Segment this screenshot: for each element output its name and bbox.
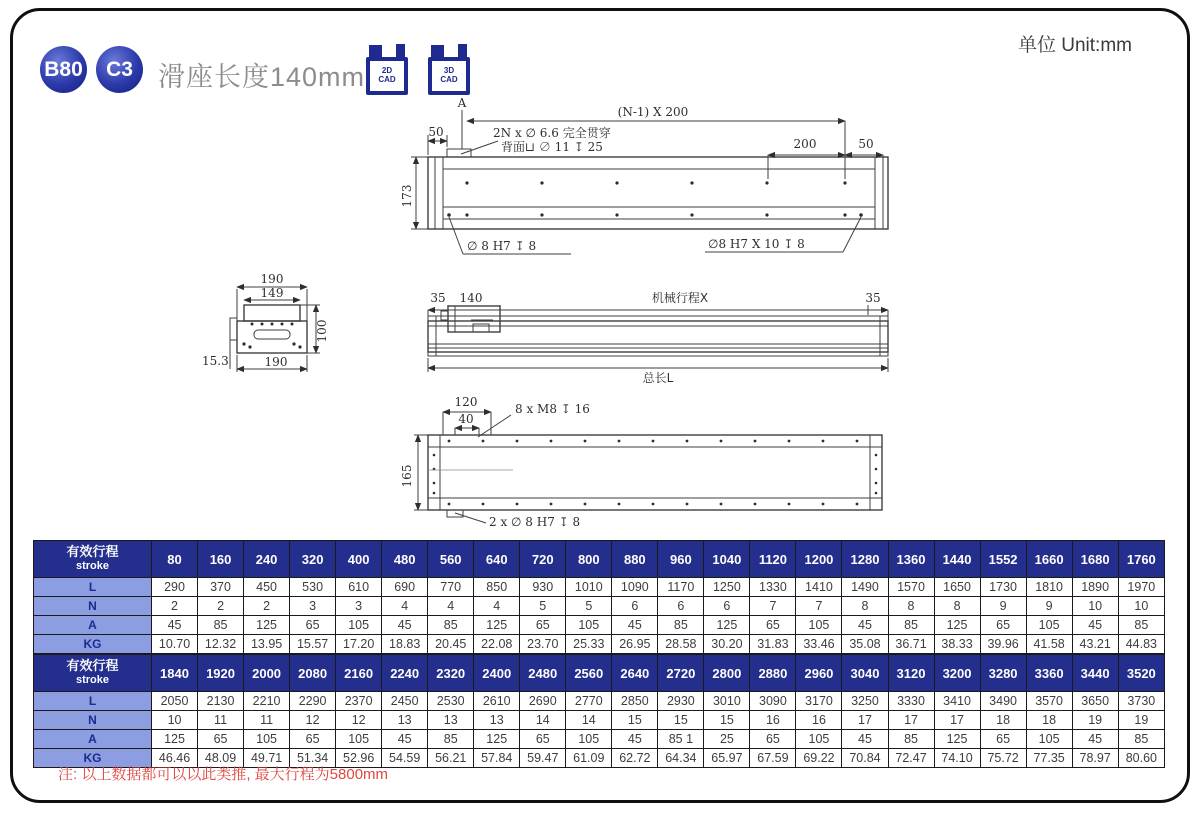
stroke-value-header: 3360 bbox=[1026, 655, 1072, 692]
spec-cell: 35.08 bbox=[842, 635, 888, 654]
row-label-N: N bbox=[34, 597, 152, 616]
spec-cell: 7 bbox=[750, 597, 796, 616]
spec-cell: 77.35 bbox=[1026, 749, 1072, 768]
spec-cell: 62.72 bbox=[612, 749, 658, 768]
spec-cell: 6 bbox=[704, 597, 750, 616]
dim-173: 173 bbox=[400, 184, 414, 208]
stroke-value-header: 160 bbox=[198, 541, 244, 578]
spec-cell: 2 bbox=[198, 597, 244, 616]
spec-cell: 23.70 bbox=[520, 635, 566, 654]
spec-cell: 5 bbox=[520, 597, 566, 616]
spec-cell: 3250 bbox=[842, 692, 888, 711]
spec-cell: 51.34 bbox=[290, 749, 336, 768]
spec-cell: 8 bbox=[888, 597, 934, 616]
stroke-header-cell: 有效行程 stroke bbox=[34, 655, 152, 692]
hole-note-line2: 背面⊔ ∅ 11 ↧ 25 bbox=[501, 140, 603, 154]
spec-cell: 16 bbox=[750, 711, 796, 730]
spec-cell: 10 bbox=[152, 711, 198, 730]
dim-50-right: 50 bbox=[858, 137, 874, 151]
spec-cell: 1330 bbox=[750, 578, 796, 597]
spec-cell: 105 bbox=[244, 730, 290, 749]
spec-cell: 52.96 bbox=[336, 749, 382, 768]
dim-pitch: (N-1) X 200 bbox=[617, 105, 689, 119]
stroke-value-header: 2720 bbox=[658, 655, 704, 692]
spec-cell: 125 bbox=[934, 616, 980, 635]
row-label-A: A bbox=[34, 616, 152, 635]
spec-cell: 45 bbox=[842, 730, 888, 749]
spec-cell: 125 bbox=[474, 616, 520, 635]
spec-cell: 3570 bbox=[1026, 692, 1072, 711]
spec-cell: 18.83 bbox=[382, 635, 428, 654]
spec-cell: 2290 bbox=[290, 692, 336, 711]
stroke-value-header: 3520 bbox=[1118, 655, 1164, 692]
spec-cell: 1490 bbox=[842, 578, 888, 597]
stroke-value-header: 2560 bbox=[566, 655, 612, 692]
spec-cell: 19 bbox=[1118, 711, 1164, 730]
spec-tables bbox=[33, 540, 1165, 768]
dim-35-left: 35 bbox=[430, 291, 446, 305]
stroke-value-header: 1680 bbox=[1072, 541, 1118, 578]
spec-cell: 3 bbox=[336, 597, 382, 616]
spec-cell: 2930 bbox=[658, 692, 704, 711]
spec-cell: 45 bbox=[1072, 730, 1118, 749]
dim-50-left: 50 bbox=[428, 125, 444, 139]
spec-cell: 1650 bbox=[934, 578, 980, 597]
stroke-value-header: 1552 bbox=[980, 541, 1026, 578]
stroke-value-header: 1760 bbox=[1118, 541, 1164, 578]
spec-cell: 4 bbox=[382, 597, 428, 616]
spec-cell: 49.71 bbox=[244, 749, 290, 768]
stroke-value-header: 1840 bbox=[152, 655, 198, 692]
spec-cell: 1570 bbox=[888, 578, 934, 597]
spec-cell: 2690 bbox=[520, 692, 566, 711]
stroke-value-header: 2160 bbox=[336, 655, 382, 692]
spec-cell: 45 bbox=[382, 730, 428, 749]
spec-cell: 75.72 bbox=[980, 749, 1026, 768]
spec-cell: 15 bbox=[704, 711, 750, 730]
unit-label: 单位 Unit:mm bbox=[1017, 35, 1132, 56]
stroke-value-header: 240 bbox=[244, 541, 290, 578]
spec-cell: 1090 bbox=[612, 578, 658, 597]
row-label-KG: KG bbox=[34, 635, 152, 654]
spec-cell: 69.22 bbox=[796, 749, 842, 768]
spec-cell: 11 bbox=[198, 711, 244, 730]
stroke-value-header: 880 bbox=[612, 541, 658, 578]
spec-cell: 85 bbox=[1118, 616, 1164, 635]
spec-cell: 9 bbox=[1026, 597, 1072, 616]
spec-cell: 19 bbox=[1072, 711, 1118, 730]
spec-cell: 370 bbox=[198, 578, 244, 597]
spec-cell: 1010 bbox=[566, 578, 612, 597]
spec-cell: 2 bbox=[152, 597, 198, 616]
spec-cell: 125 bbox=[934, 730, 980, 749]
stroke-value-header: 1920 bbox=[198, 655, 244, 692]
spec-cell: 65 bbox=[520, 730, 566, 749]
stroke-value-header: 1660 bbox=[1026, 541, 1072, 578]
row-label-L: L bbox=[34, 692, 152, 711]
note-text: 注: 以上数据都可以以此类推, 最大行程为5800mm bbox=[58, 766, 389, 783]
spec-cell: 14 bbox=[566, 711, 612, 730]
cad-3d-label: 3D CAD bbox=[428, 57, 470, 95]
spec-cell: 85 bbox=[888, 616, 934, 635]
stroke-value-header: 560 bbox=[428, 541, 474, 578]
spec-cell: 17 bbox=[842, 711, 888, 730]
spec-cell: 85 bbox=[198, 616, 244, 635]
stroke-value-header: 720 bbox=[520, 541, 566, 578]
m8-callout: 8 x M8 ↧ 16 bbox=[515, 402, 590, 416]
stroke-value-header: 3120 bbox=[888, 655, 934, 692]
spec-cell: 3650 bbox=[1072, 692, 1118, 711]
spec-cell: 41.58 bbox=[1026, 635, 1072, 654]
spec-cell: 2 bbox=[244, 597, 290, 616]
spec-cell: 65 bbox=[290, 730, 336, 749]
spec-cell: 6 bbox=[658, 597, 704, 616]
spec-cell: 61.09 bbox=[566, 749, 612, 768]
stroke-value-header: 800 bbox=[566, 541, 612, 578]
stroke-value-header: 80 bbox=[152, 541, 198, 578]
spec-cell: 2770 bbox=[566, 692, 612, 711]
stroke-value-header: 1440 bbox=[934, 541, 980, 578]
dim-100: 100 bbox=[315, 319, 329, 343]
spec-cell: 9 bbox=[980, 597, 1026, 616]
spec-cell: 80.60 bbox=[1118, 749, 1164, 768]
spec-cell: 1970 bbox=[1118, 578, 1164, 597]
spec-cell: 10 bbox=[1118, 597, 1164, 616]
spec-cell: 105 bbox=[796, 730, 842, 749]
stroke-value-header: 1280 bbox=[842, 541, 888, 578]
spec-cell: 1890 bbox=[1072, 578, 1118, 597]
spec-cell: 105 bbox=[1026, 730, 1072, 749]
spec-cell: 44.83 bbox=[1118, 635, 1164, 654]
spec-cell: 8 bbox=[842, 597, 888, 616]
row-label-KG: KG bbox=[34, 749, 152, 768]
dim-A: A bbox=[457, 96, 467, 110]
dim-190-bottom: 190 bbox=[264, 355, 288, 369]
spec-cell: 105 bbox=[796, 616, 842, 635]
stroke-value-header: 640 bbox=[474, 541, 520, 578]
spec-cell: 690 bbox=[382, 578, 428, 597]
spec-cell: 125 bbox=[152, 730, 198, 749]
stroke-value-header: 2640 bbox=[612, 655, 658, 692]
spec-cell: 45 bbox=[842, 616, 888, 635]
top-view-holes bbox=[447, 181, 863, 216]
spec-cell: 1810 bbox=[1026, 578, 1072, 597]
spec-cell: 105 bbox=[336, 730, 382, 749]
spec-cell: 1250 bbox=[704, 578, 750, 597]
spec-cell: 3170 bbox=[796, 692, 842, 711]
dim-165: 165 bbox=[400, 464, 414, 488]
dim-140: 140 bbox=[459, 291, 483, 305]
spec-cell: 54.59 bbox=[382, 749, 428, 768]
stroke-value-header: 1360 bbox=[888, 541, 934, 578]
spec-cell: 45 bbox=[382, 616, 428, 635]
stroke-value-header: 3440 bbox=[1072, 655, 1118, 692]
spec-cell: 2210 bbox=[244, 692, 290, 711]
spec-cell: 64.34 bbox=[658, 749, 704, 768]
top-view-drawing bbox=[400, 95, 903, 267]
stroke-value-header: 3280 bbox=[980, 655, 1026, 692]
spec-cell: 15 bbox=[658, 711, 704, 730]
stroke-value-header: 960 bbox=[658, 541, 704, 578]
spec-cell: 20.45 bbox=[428, 635, 474, 654]
stroke-value-header: 480 bbox=[382, 541, 428, 578]
spec-cell: 65 bbox=[980, 730, 1026, 749]
model-badge: B80 bbox=[40, 46, 87, 93]
row-label-A: A bbox=[34, 730, 152, 749]
bottom-view-drawing bbox=[400, 393, 903, 535]
stroke-value-header: 3040 bbox=[842, 655, 888, 692]
hole-note-line1: 2N x ∅ 6.6 完全贯穿 bbox=[493, 126, 611, 140]
spec-cell: 6 bbox=[612, 597, 658, 616]
spec-cell: 45 bbox=[612, 730, 658, 749]
spec-cell: 3490 bbox=[980, 692, 1026, 711]
spec-cell: 4 bbox=[474, 597, 520, 616]
bottom-view-holes bbox=[433, 440, 878, 506]
spec-cell: 56.21 bbox=[428, 749, 474, 768]
spec-cell: 78.97 bbox=[1072, 749, 1118, 768]
spec-cell: 2450 bbox=[382, 692, 428, 711]
spec-cell: 13.95 bbox=[244, 635, 290, 654]
spec-cell: 18 bbox=[1026, 711, 1072, 730]
section-view-drawing bbox=[190, 272, 340, 380]
total-length-label: 总长L bbox=[642, 371, 674, 385]
spec-cell: 105 bbox=[566, 616, 612, 635]
dim-120: 120 bbox=[454, 395, 478, 409]
spec-cell: 7 bbox=[796, 597, 842, 616]
stroke-value-header: 2080 bbox=[290, 655, 336, 692]
spec-cell: 10 bbox=[1072, 597, 1118, 616]
spec-cell: 530 bbox=[290, 578, 336, 597]
spec-cell: 67.59 bbox=[750, 749, 796, 768]
stroke-value-header: 400 bbox=[336, 541, 382, 578]
spec-cell: 8 bbox=[934, 597, 980, 616]
spec-cell: 13 bbox=[428, 711, 474, 730]
spec-cell: 2530 bbox=[428, 692, 474, 711]
spec-cell: 38.33 bbox=[934, 635, 980, 654]
spec-cell: 125 bbox=[474, 730, 520, 749]
dim-190-top: 190 bbox=[260, 272, 284, 286]
spec-cell: 3410 bbox=[934, 692, 980, 711]
spec-cell: 1410 bbox=[796, 578, 842, 597]
spec-cell: 65 bbox=[750, 730, 796, 749]
spec-cell: 26.95 bbox=[612, 635, 658, 654]
spec-cell: 65 bbox=[520, 616, 566, 635]
spec-cell: 11 bbox=[244, 711, 290, 730]
spec-cell: 1730 bbox=[980, 578, 1026, 597]
stroke-value-header: 2320 bbox=[428, 655, 474, 692]
spec-cell: 45 bbox=[152, 616, 198, 635]
cad-icon-top bbox=[366, 44, 408, 57]
stroke-value-header: 2480 bbox=[520, 655, 566, 692]
spec-cell: 25.33 bbox=[566, 635, 612, 654]
row-label-L: L bbox=[34, 578, 152, 597]
spec-cell: 57.84 bbox=[474, 749, 520, 768]
spec-cell: 85 1 bbox=[658, 730, 704, 749]
spec-cell: 4 bbox=[428, 597, 474, 616]
spec-cell: 3090 bbox=[750, 692, 796, 711]
spec-cell: 290 bbox=[152, 578, 198, 597]
spec-cell: 3 bbox=[290, 597, 336, 616]
h7-callout: 2 x ∅ 8 H7 ↧ 8 bbox=[489, 515, 581, 529]
spec-cell: 15 bbox=[612, 711, 658, 730]
spec-cell: 2050 bbox=[152, 692, 198, 711]
spec-cell: 14 bbox=[520, 711, 566, 730]
spec-cell: 10.70 bbox=[152, 635, 198, 654]
cad-2d-download-icon[interactable] bbox=[366, 44, 408, 95]
stroke-value-header: 2400 bbox=[474, 655, 520, 692]
spec-cell: 65 bbox=[198, 730, 244, 749]
stroke-value-header: 3200 bbox=[934, 655, 980, 692]
spec-cell: 30.20 bbox=[704, 635, 750, 654]
spec-cell: 16 bbox=[796, 711, 842, 730]
dim-15-3: 15.3 bbox=[202, 354, 229, 368]
spec-cell: 12.32 bbox=[198, 635, 244, 654]
hole-callout-right: ∅8 H7 X 10 ↧ 8 bbox=[708, 237, 805, 251]
stroke-value-header: 1040 bbox=[704, 541, 750, 578]
cad-3d-download-icon[interactable] bbox=[428, 44, 470, 95]
spec-cell: 3730 bbox=[1118, 692, 1164, 711]
spec-cell: 59.47 bbox=[520, 749, 566, 768]
spec-cell: 2370 bbox=[336, 692, 382, 711]
stroke-value-header: 2240 bbox=[382, 655, 428, 692]
spec-cell: 105 bbox=[336, 616, 382, 635]
dim-35-right: 35 bbox=[865, 291, 881, 305]
spec-cell: 85 bbox=[428, 616, 474, 635]
spec-cell: 930 bbox=[520, 578, 566, 597]
page-title: 滑座长度140mm bbox=[158, 62, 366, 92]
stroke-value-header: 1200 bbox=[796, 541, 842, 578]
row-label-N: N bbox=[34, 711, 152, 730]
spec-cell: 25 bbox=[704, 730, 750, 749]
spec-cell: 39.96 bbox=[980, 635, 1026, 654]
spec-cell: 13 bbox=[382, 711, 428, 730]
spec-cell: 13 bbox=[474, 711, 520, 730]
spec-cell: 74.10 bbox=[934, 749, 980, 768]
stroke-value-header: 1120 bbox=[750, 541, 796, 578]
spec-cell: 33.46 bbox=[796, 635, 842, 654]
spec-cell: 46.46 bbox=[152, 749, 198, 768]
spec-cell: 105 bbox=[566, 730, 612, 749]
spec-cell: 2610 bbox=[474, 692, 520, 711]
spec-cell: 17 bbox=[888, 711, 934, 730]
spec-cell: 850 bbox=[474, 578, 520, 597]
spec-cell: 3330 bbox=[888, 692, 934, 711]
spec-cell: 65 bbox=[290, 616, 336, 635]
spec-cell: 22.08 bbox=[474, 635, 520, 654]
spec-cell: 3010 bbox=[704, 692, 750, 711]
spec-cell: 85 bbox=[1118, 730, 1164, 749]
stroke-value-header: 2960 bbox=[796, 655, 842, 692]
stroke-x-label: 机械行程X bbox=[651, 291, 709, 305]
spec-table bbox=[33, 540, 1165, 654]
spec-cell: 12 bbox=[290, 711, 336, 730]
spec-cell: 65.97 bbox=[704, 749, 750, 768]
spec-table bbox=[33, 654, 1165, 768]
spec-cell: 770 bbox=[428, 578, 474, 597]
spec-cell: 1170 bbox=[658, 578, 704, 597]
spec-cell: 17.20 bbox=[336, 635, 382, 654]
spec-cell: 85 bbox=[888, 730, 934, 749]
stroke-value-header: 2000 bbox=[244, 655, 290, 692]
spec-cell: 5 bbox=[566, 597, 612, 616]
spec-cell: 48.09 bbox=[198, 749, 244, 768]
series-badge: C3 bbox=[96, 46, 143, 93]
cad-icon-top bbox=[428, 44, 470, 57]
spec-cell: 65 bbox=[750, 616, 796, 635]
spec-cell: 85 bbox=[428, 730, 474, 749]
spec-cell: 15.57 bbox=[290, 635, 336, 654]
spec-cell: 2130 bbox=[198, 692, 244, 711]
spec-cell: 85 bbox=[658, 616, 704, 635]
cad-2d-label: 2D CAD bbox=[366, 57, 408, 95]
spec-cell: 65 bbox=[980, 616, 1026, 635]
hole-callout-left: ∅ 8 H7 ↧ 8 bbox=[467, 239, 537, 253]
stroke-header-cell: 有效行程 stroke bbox=[34, 541, 152, 578]
side-view-drawing bbox=[415, 280, 895, 390]
spec-cell: 31.83 bbox=[750, 635, 796, 654]
spec-cell: 72.47 bbox=[888, 749, 934, 768]
stroke-value-header: 320 bbox=[290, 541, 336, 578]
spec-cell: 125 bbox=[704, 616, 750, 635]
dim-149: 149 bbox=[260, 286, 284, 300]
spec-cell: 12 bbox=[336, 711, 382, 730]
dim-40: 40 bbox=[458, 412, 474, 426]
spec-cell: 36.71 bbox=[888, 635, 934, 654]
spec-cell: 45 bbox=[612, 616, 658, 635]
spec-cell: 125 bbox=[244, 616, 290, 635]
stroke-value-header: 2880 bbox=[750, 655, 796, 692]
dim-200: 200 bbox=[793, 137, 817, 151]
spec-cell: 18 bbox=[980, 711, 1026, 730]
spec-cell: 43.21 bbox=[1072, 635, 1118, 654]
spec-cell: 2850 bbox=[612, 692, 658, 711]
spec-cell: 17 bbox=[934, 711, 980, 730]
spec-cell: 28.58 bbox=[658, 635, 704, 654]
spec-cell: 450 bbox=[244, 578, 290, 597]
spec-cell: 610 bbox=[336, 578, 382, 597]
spec-cell: 70.84 bbox=[842, 749, 888, 768]
stroke-value-header: 2800 bbox=[704, 655, 750, 692]
spec-cell: 105 bbox=[1026, 616, 1072, 635]
spec-cell: 45 bbox=[1072, 616, 1118, 635]
